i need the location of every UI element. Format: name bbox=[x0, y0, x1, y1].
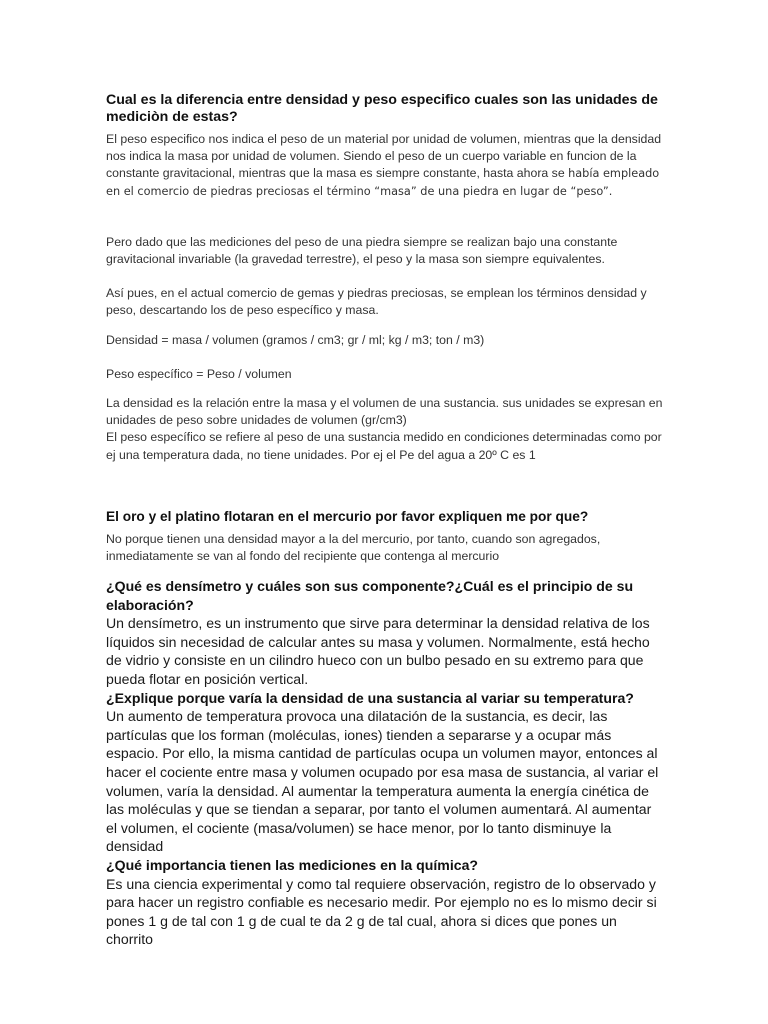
qa-section bbox=[106, 577, 666, 949]
question-gold-platinum-mercury: El oro y el platino flotaran en el mercurio por favor expliquen me por que? bbox=[106, 509, 589, 524]
question-temperature-density: ¿Explique porque varía la densidad de una sustancia al variar su temperatura? bbox=[106, 689, 634, 706]
answer-text: El peso especifico nos indica el peso de un material por unidad de volumen, mientras que la densidad nos indica la masa por unidad de volumen. Siendo el peso de un cuerpo variable en funcion de la constante gravitacional, mientras que la masa es siempre constante, hasta ahora se bbox=[106, 132, 662, 181]
answer-temperature-density: Un aumento de temperatura provoca una dilatación de la sustancia, es decir, las partículas que los forman (moléculas, iones) tienden a separarse y a ocupar más espacio. Por ello, la misma cantidad de partículas ocupa un volumen mayor, entonces al hacer el cociente entre masa y volumen ocupado por esa masa de sustancia, al variar el volumen, varía la densidad. Al aumentar la temperatura aumenta la energía cinética de las moléculas y que se tiendan a separar, por tanto el volumen aumentará. Al aumentar el volumen, el cociente (masa/volumen) se hace menor, por lo tanto disminuye la densidad bbox=[106, 708, 659, 855]
answer-paragraph-gravity: Pero dado que las mediciones del peso de una piedra siempre se realizan bajo una constante gravitacional invariable (la gravedad terrestre), el peso y la masa son siempre equivalentes. bbox=[106, 235, 618, 267]
answer-measurement-importance: Es una ciencia experimental y como tal requiere observación, registro de lo observado y para hacer un registro confiable es necesario medir. Por ejemplo no es lo mismo decir si pones 1 g de tal con 1 g de cual te da 2 g de tal cual, ahora si dices que pones un chorrito bbox=[106, 875, 657, 948]
answer-gold-platinum: No porque tienen una densidad mayor a la del mercurio, por tanto, cuando son agregados, inmediatamente se van al fondo del recipiente que contenga al mercurio bbox=[106, 532, 601, 564]
density-formula: Densidad = masa / volumen (gramos / cm3; gr / ml; kg / m3; ton / m3) bbox=[106, 333, 485, 347]
question-density-vs-specific-weight: Cual es la diferencia entre densidad y peso especifico cuales son las unidades de mediciòn de estas? bbox=[106, 92, 658, 125]
specific-weight-units-text: El peso específico se refiere al peso de una sustancia medido en condiciones determinadas como por ej una temperatura dada, no tiene unidades. Por ej el Pe del agua a 20º C es 1 bbox=[106, 430, 662, 462]
answer-paragraph-gem-trade: Así pues, en el actual comercio de gemas y piedras preciosas, se emplean los términos densidad y peso, descartando los de peso específico y masa. bbox=[106, 286, 647, 318]
answer-paragraph-specific-weight bbox=[106, 131, 666, 200]
answer-text-continued: había empleado en el comercio de piedras preciosas el término “masa” de una piedra en lugar de “peso”. bbox=[106, 167, 660, 198]
specific-weight-formula: Peso específico = Peso / volumen bbox=[106, 367, 292, 381]
question-densimeter: ¿Qué es densímetro y cuáles son sus componente?¿Cuál es el principio de su elaboración? bbox=[106, 578, 634, 613]
units-explanation bbox=[106, 395, 666, 464]
answer-densimeter: Un densímetro, es un instrumento que sirve para determinar la densidad relativa de los líquidos sin necesidad de calcular antes su masa y volumen. Normalmente, está hecho de vidrio y consiste en un cilindro hueco con un bulbo pesado en su extremo para que pueda flotar en posición vertical. bbox=[106, 615, 650, 687]
question-measurement-importance: ¿Qué importancia tienen las mediciones en la química? bbox=[106, 856, 479, 873]
density-units-text: La densidad es la relación entre la masa y el volumen de una sustancia. sus unidades se expresan en unidades de peso sobre unidades de volumen (gr/cm3) bbox=[106, 396, 663, 428]
